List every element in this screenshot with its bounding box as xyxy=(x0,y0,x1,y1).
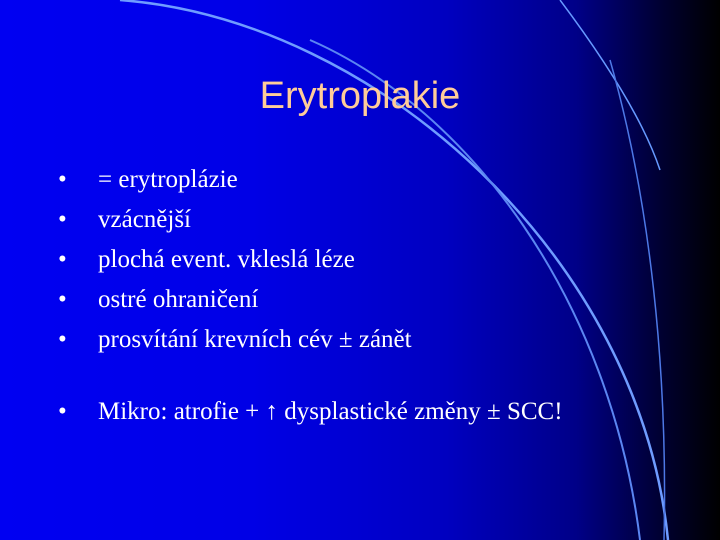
list-item xyxy=(58,200,563,240)
bullet-icon: • xyxy=(58,246,67,273)
list-item xyxy=(58,160,563,200)
bullet-icon: • xyxy=(58,326,67,353)
bullet-text: prosvítání krevních cév ± zánět xyxy=(98,326,412,353)
bullet-icon: • xyxy=(58,286,67,313)
bullet-text: ostré ohraničení xyxy=(98,286,259,313)
slide-title: Erytroplakie xyxy=(259,75,461,117)
bullet-list xyxy=(58,160,563,432)
list-item xyxy=(58,320,563,360)
bullet-text: plochá event. vkleslá léze xyxy=(98,246,355,273)
bullet-icon: • xyxy=(58,398,67,425)
bullet-text: = erytroplázie xyxy=(98,166,238,193)
bullet-icon: • xyxy=(58,166,67,193)
list-item xyxy=(58,280,563,320)
note-text: Mikro: atrofie + ↑ dysplastické změny ± SCC! xyxy=(98,398,563,425)
list-item xyxy=(58,240,563,280)
bullet-icon: • xyxy=(58,206,67,233)
list-item-note xyxy=(58,392,563,432)
bullet-text: vzácnější xyxy=(98,206,192,233)
